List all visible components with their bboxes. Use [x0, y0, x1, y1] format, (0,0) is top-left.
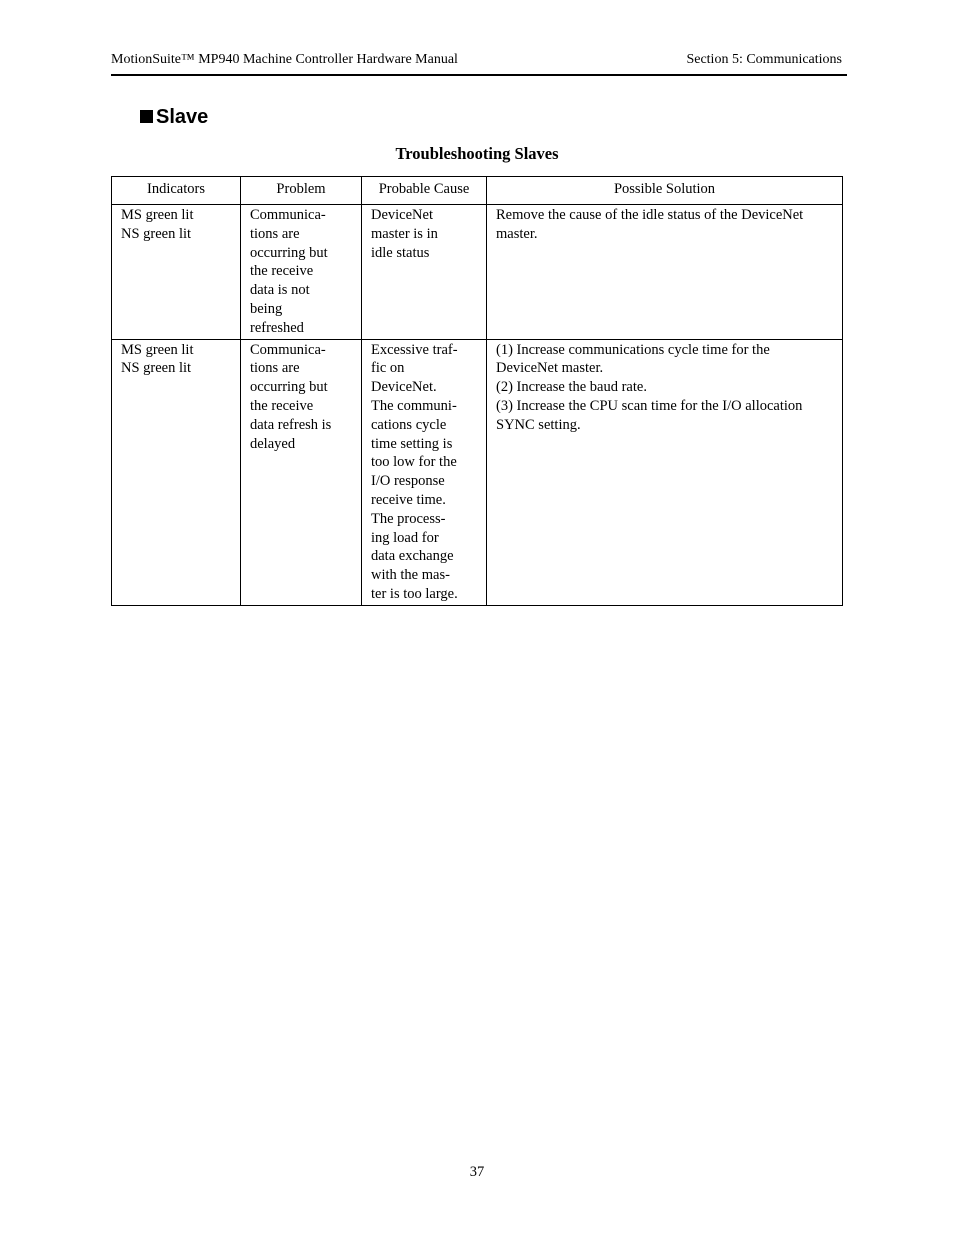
page-header	[111, 52, 847, 76]
cell-possible-solution: (1) Increase communications cycle time for the DeviceNet master. (2) Increase the baud rate. (3) Increase the CPU scan time for the I/O allocation SYNC setting.	[487, 339, 843, 605]
cell-indicators: MS green lit NS green lit	[112, 205, 241, 340]
column-header-indicators: Indicators	[112, 177, 241, 205]
manual-title: MotionSuite™ MP940 Machine Controller Hardware Manual	[111, 52, 458, 67]
black-square-icon	[140, 110, 153, 123]
section-heading-text: Slave	[156, 106, 209, 128]
section-heading	[140, 106, 208, 129]
column-header-possible-solution: Possible Solution	[487, 177, 843, 205]
cell-probable-cause: Excessive traf- fic on DeviceNet. The communi- cations cycle time setting is too low for the I/O response receive time. The process- ing load for data exchange with the mas- ter is too large.	[362, 339, 487, 605]
section-title: Section 5: Communications	[686, 52, 842, 67]
table-row	[112, 339, 843, 605]
cell-possible-solution: Remove the cause of the idle status of the DeviceNet master.	[487, 205, 843, 340]
table-row	[112, 205, 843, 340]
cell-problem: Communica- tions are occurring but the receive data is not being refreshed	[241, 205, 362, 340]
troubleshooting-table	[111, 176, 843, 606]
column-header-problem: Problem	[241, 177, 362, 205]
table-title: Troubleshooting Slaves	[395, 144, 559, 163]
page-number: 37	[469, 1164, 485, 1180]
cell-problem: Communica- tions are occurring but the receive data refresh is delayed	[241, 339, 362, 605]
table-header-row	[112, 177, 843, 205]
column-header-probable-cause: Probable Cause	[362, 177, 487, 205]
cell-probable-cause: DeviceNet master is in idle status	[362, 205, 487, 340]
cell-indicators: MS green lit NS green lit	[112, 339, 241, 605]
